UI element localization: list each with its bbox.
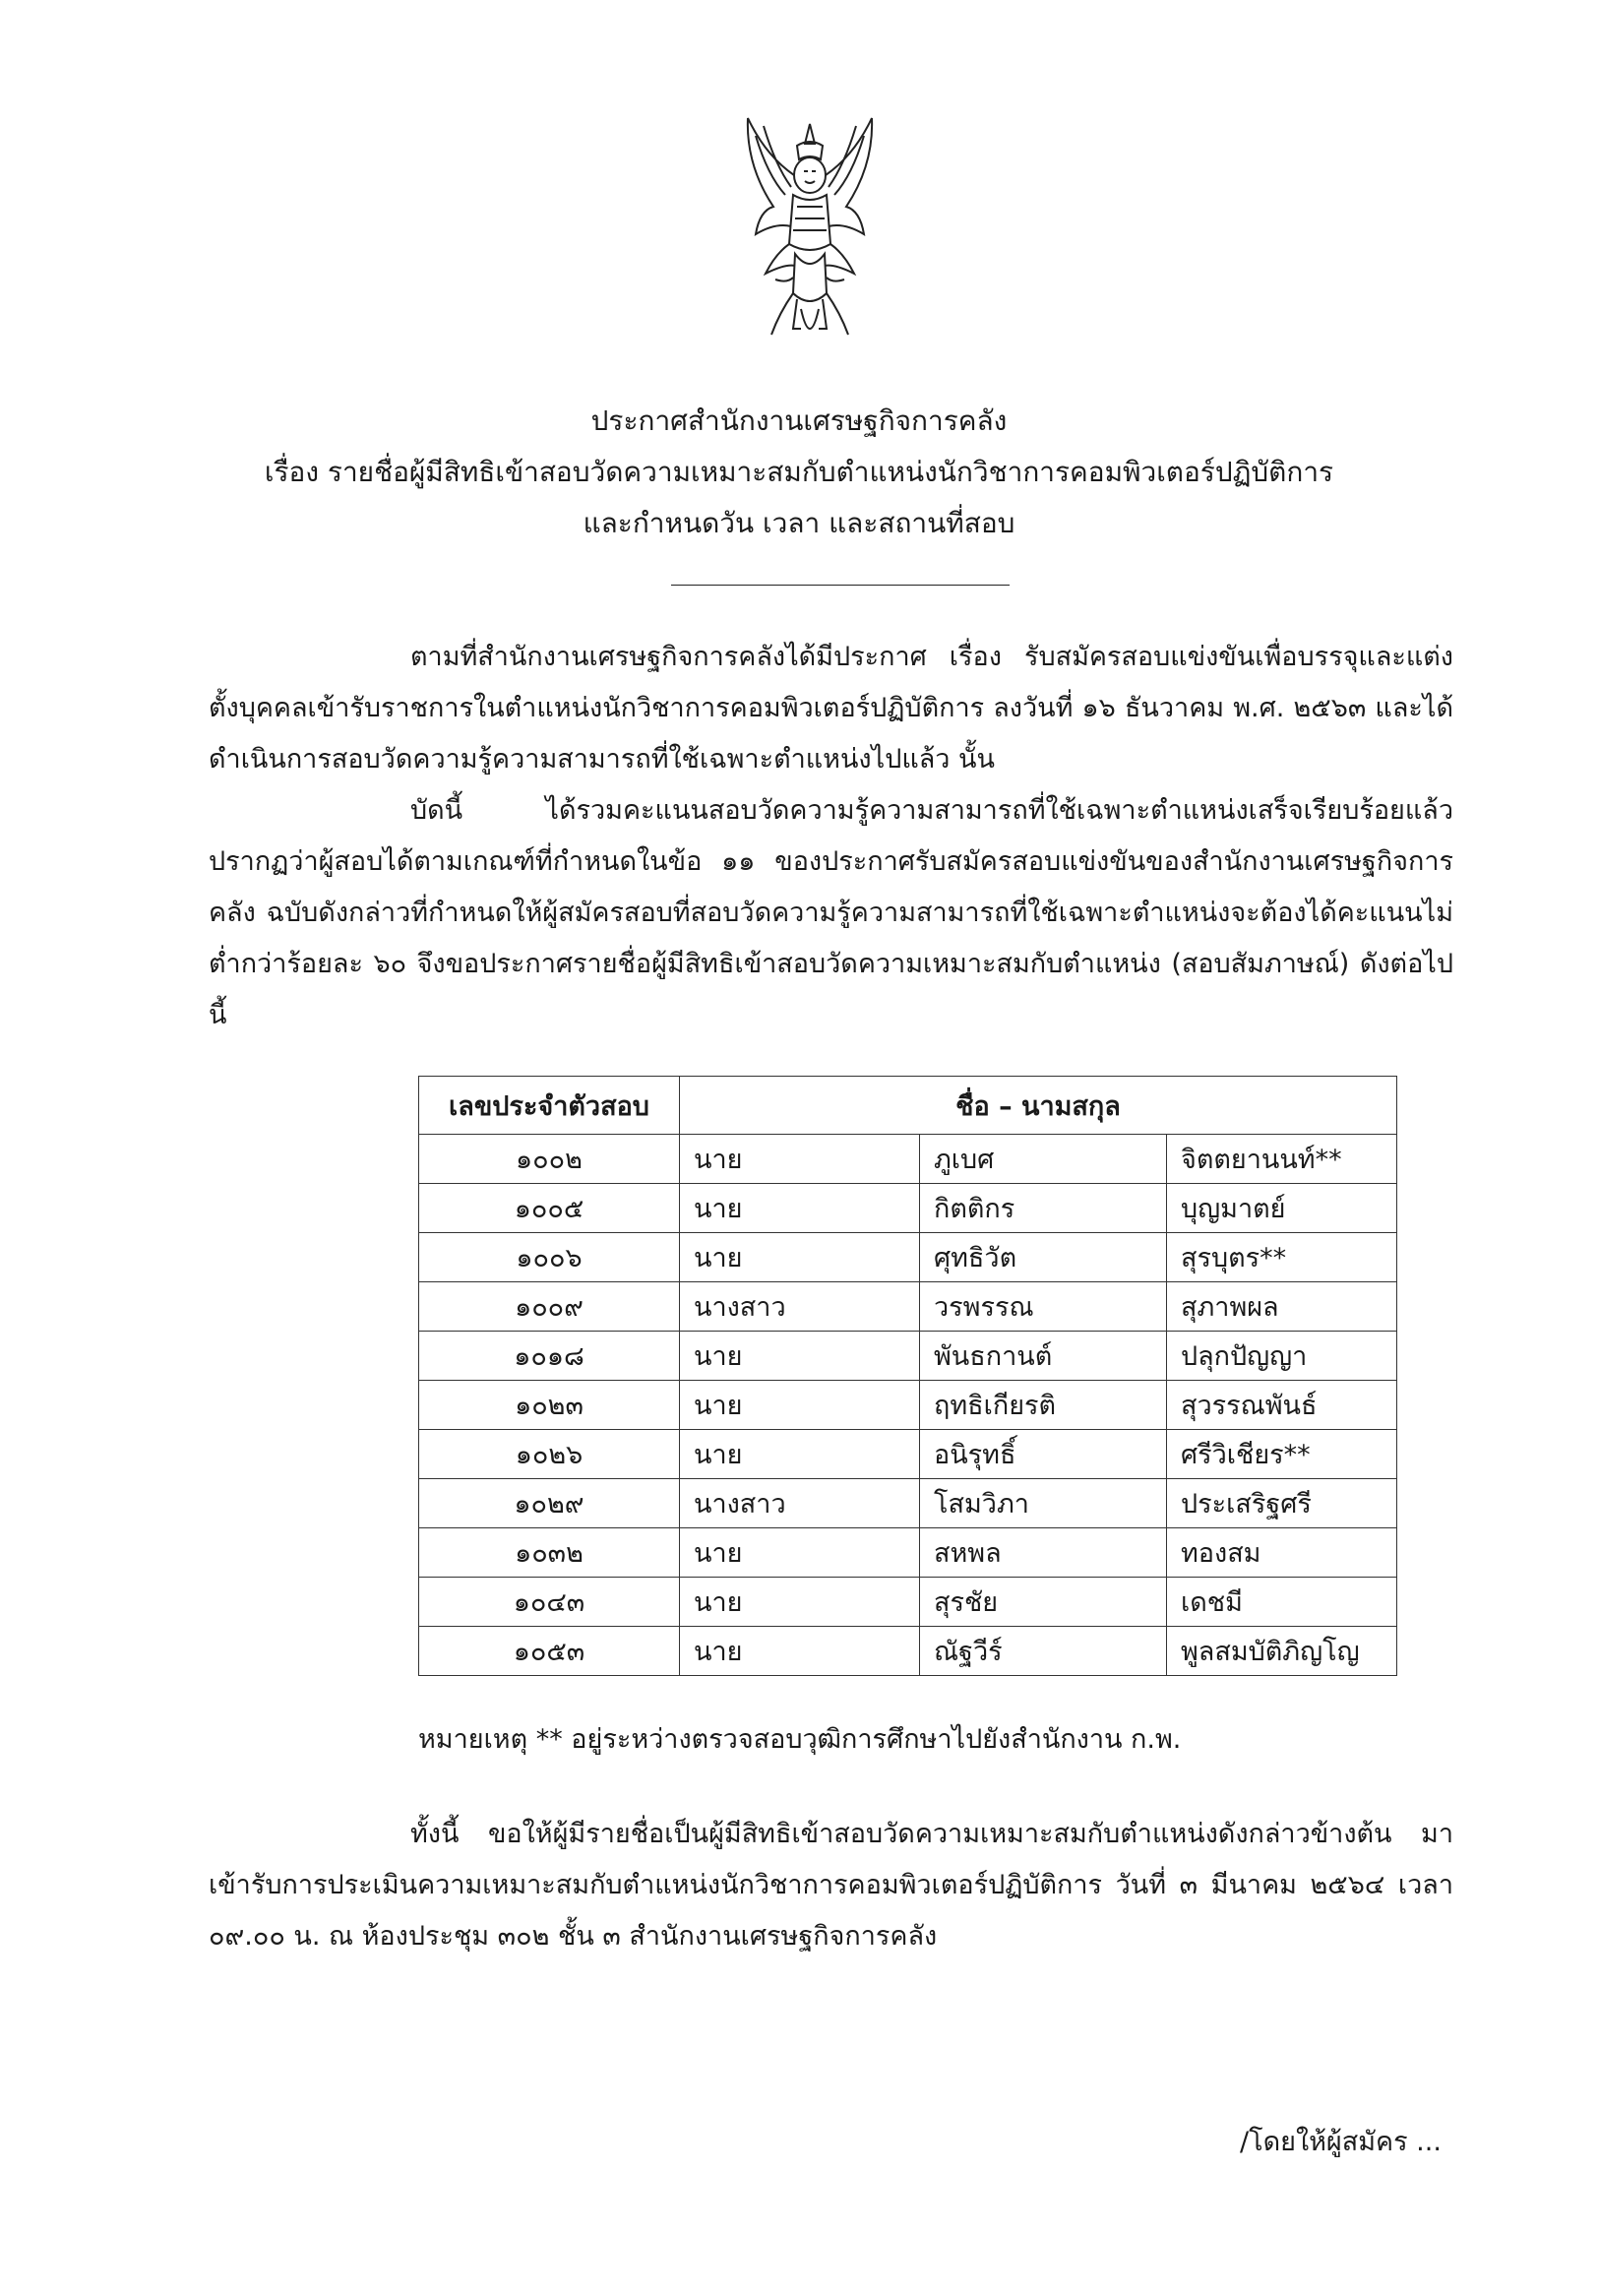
first-name-cell: วรพรรณ [920,1282,1167,1332]
table-row [419,1282,1397,1332]
prefix-cell: นาย [680,1135,920,1184]
first-name-cell: สหพล [920,1528,1167,1578]
prefix-cell: นาย [680,1332,920,1381]
last-name-cell: สุวรรณพันธ์ [1167,1381,1397,1430]
exam-id-cell: ๑๐๐๒ [419,1135,680,1184]
prefix-cell: นาย [680,1184,920,1233]
candidate-table [418,1076,1397,1676]
table-row [419,1184,1397,1233]
first-name-cell: สุรชัย [920,1578,1167,1627]
table-row [419,1135,1397,1184]
exam-id-cell: ๑๐๒๙ [419,1479,680,1528]
exam-id-cell: ๑๐๐๖ [419,1233,680,1282]
first-name-cell: ภูเบศ [920,1135,1167,1184]
notice-title: ประกาศสำนักงานเศรษฐกิจการคลัง [590,404,1008,437]
header-full-name: ชื่อ – นามสกุล [680,1077,1397,1135]
first-name-cell: กิตติกร [920,1184,1167,1233]
last-name-cell: จิตตยานนท์** [1167,1135,1397,1184]
header-exam-id: เลขประจำตัวสอบ [419,1077,680,1135]
exam-id-cell: ๑๐๐๙ [419,1282,680,1332]
paragraph-exam-schedule: ทั้งนี้ ขอให้ผู้มีรายชื่อเป็นผู้มีสิทธิเข้าสอบวัดความเหมาะสมกับตำแหน่งดังกล่าวข้างต้น มาเข้ารับการประเมินความเหมาะสมกับตำแหน่งนักวิชาการคอมพิวเตอร์ปฏิบัติการ วันที่ ๓ มีนาคม ๒๕๖๔ เวลา ๐๙.๐๐ น. ณ ห้องประชุม ๓๐๒ ชั้น ๓ สำนักงานเศรษฐกิจการคลัง [209,1819,1453,1952]
continued-marker: /โดยให้ผู้สมัคร ... [1240,2127,1442,2157]
last-name-cell: บุญมาตย์ [1167,1184,1397,1233]
prefix-cell: นาย [680,1430,920,1479]
last-name-cell: ปลุกปัญญา [1167,1332,1397,1381]
first-name-cell: อนิรุทธิ์ [920,1430,1167,1479]
prefix-cell: นาย [680,1381,920,1430]
last-name-cell: ศรีวิเชียร** [1167,1430,1397,1479]
table-row [419,1528,1397,1578]
prefix-cell: นาย [680,1528,920,1578]
notice-subject: เรื่อง รายชื่อผู้มีสิทธิเข้าสอบวัดความเหมาะสมกับตำแหน่งนักวิชาการคอมพิวเตอร์ปฏิบัติการ [264,456,1334,488]
first-name-cell: ณัฐวีร์ [920,1627,1167,1676]
prefix-cell: นางสาว [680,1479,920,1528]
table-row [419,1381,1397,1430]
first-name-cell: ฤทธิเกียรติ [920,1381,1167,1430]
exam-id-cell: ๑๐๔๓ [419,1578,680,1627]
prefix-cell: นาย [680,1627,920,1676]
table-header-row [419,1077,1397,1135]
last-name-cell: สุรบุตร** [1167,1233,1397,1282]
first-name-cell: โสมวิภา [920,1479,1167,1528]
footnote: หมายเหตุ ** อยู่ระหว่างตรวจสอบวุฒิการศึกษาไปยังสำนักงาน ก.พ. [418,1724,1182,1755]
table-row [419,1430,1397,1479]
first-name-cell: ศุทธิวัต [920,1233,1167,1282]
last-name-cell: สุภาพผล [1167,1282,1397,1332]
paragraph-announcement-reference: ตามที่สำนักงานเศรษฐกิจการคลังได้มีประกาศ เรื่อง รับสมัครสอบแข่งขันเพื่อบรรจุและแต่งตั้งบุคคลเข้ารับราชการในตำแหน่งนักวิชาการคอมพิวเตอร์ปฏิบัติการ ลงวันที่ ๑๖ ธันวาคม พ.ศ. ๒๕๖๓ และได้ดำเนินการสอบวัดความรู้ความสามารถที่ใช้เฉพาะตำแหน่งไปแล้ว นั้น [209,642,1453,775]
exam-id-cell: ๑๐๑๘ [419,1332,680,1381]
table-row [419,1578,1397,1627]
notice-subject-continued: และกำหนดวัน เวลา และสถานที่สอบ [583,507,1015,539]
prefix-cell: นาย [680,1233,920,1282]
paragraph-qualification-result: บัดนี้ ได้รวมคะแนนสอบวัดความรู้ความสามารถที่ใช้เฉพาะตำแหน่งเสร็จเรียบร้อยแล้ว ปรากฏว่าผู้สอบได้ตามเกณฑ์ที่กำหนดในข้อ ๑๑ ของประกาศรับสมัครสอบแข่งขันของสำนักงานเศรษฐกิจการคลัง ฉบับดังกล่าวที่กำหนดให้ผู้สมัครสอบที่สอบวัดความรู้ความสามารถที่ใช้เฉพาะตำแหน่งจะต้องได้คะแนนไม่ต่ำกว่าร้อยละ ๖๐ จึงขอประกาศรายชื่อผู้มีสิทธิเข้าสอบวัดความเหมาะสมกับตำแหน่ง (สอบสัมภาษณ์) ดังต่อไปนี้ [209,795,1453,1030]
exam-id-cell: ๑๐๕๓ [419,1627,680,1676]
last-name-cell: เดชมี [1167,1578,1397,1627]
last-name-cell: พูลสมบัติภิญโญ [1167,1627,1397,1676]
exam-id-cell: ๑๐๒๓ [419,1381,680,1430]
table-row [419,1479,1397,1528]
prefix-cell: นางสาว [680,1282,920,1332]
table-row [419,1627,1397,1676]
exam-id-cell: ๑๐๓๒ [419,1528,680,1578]
prefix-cell: นาย [680,1578,920,1627]
exam-id-cell: ๑๐๒๖ [419,1430,680,1479]
last-name-cell: ประเสริฐศรี [1167,1479,1397,1528]
exam-id-cell: ๑๐๐๕ [419,1184,680,1233]
table-row [419,1233,1397,1282]
last-name-cell: ทองสม [1167,1528,1397,1578]
table-row [419,1332,1397,1381]
first-name-cell: พันธกานต์ [920,1332,1167,1381]
title-divider [671,585,1010,586]
garuda-emblem-icon [736,116,884,352]
